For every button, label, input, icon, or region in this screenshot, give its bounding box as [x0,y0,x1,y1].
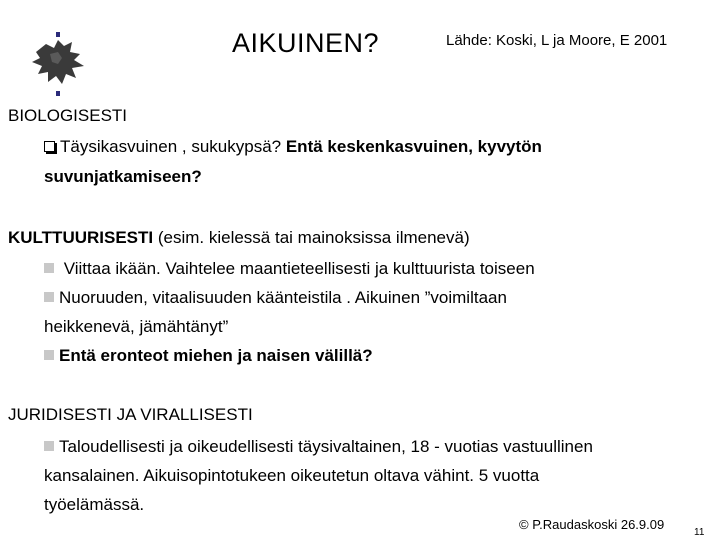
legal-item-1 [44,434,593,460]
culture-item-3-text: Entä eronteot miehen ja naisen välillä? [59,346,373,365]
culture-heading-bold: KULTTUURISESTI [8,228,154,247]
culture-item-3 [44,343,373,369]
culture-item-1 [44,256,535,282]
slide-title [232,28,379,59]
culture-item-2-text: Nuoruuden, vitaalisuuden käänteistila . Aikuinen ”voimiltaan [59,288,507,307]
source-citation: Lähde: Koski, L ja Moore, E 2001 [446,32,668,49]
legal-item-1-continuation-1: kansalainen. Aikuisopintotukeen oikeutetun oltava vähint. 5 vuotta [44,466,540,485]
square-bullet-icon [44,350,54,360]
bio-item-1 [44,134,542,160]
square-bullet-icon [44,292,54,302]
section-heading-legal: JURIDISESTI JA VIRALLISESTI [8,405,253,424]
page-number: 11 [694,527,705,538]
section-heading-culture [8,228,470,248]
culture-item-2-continuation: heikkenevä, jämähtänyt” [44,317,229,336]
bio-item-1-text: Täysikasvuinen , sukukypsä? [60,137,286,156]
footer-copyright: © P.Raudaskoski 26.9.09 [519,517,665,532]
culture-item-2 [44,285,507,311]
culture-heading-rest: (esim. kielessä tai mainoksissa ilmenevä) [153,228,470,247]
square-bullet-icon [44,441,54,451]
legal-item-1-text: Taloudellisesti ja oikeudellisesti täysivaltainen, 18 - vuotias vastuullinen [59,437,593,456]
culture-item-1-text: Viittaa ikään. Vaihtelee maantieteellisesti ja kulttuurista toiseen [59,259,535,278]
university-logo [28,30,90,100]
square-bullet-icon [44,263,54,273]
section-heading-biology: BIOLOGISESTI [8,106,128,125]
bio-item-1-bold-text: Entä keskenkasvuinen, kyvytön [285,137,542,156]
slide-title-punct: ? [363,28,380,58]
legal-item-1-continuation-2: työelämässä. [44,495,145,514]
checkbox-bullet-icon [44,141,55,152]
bio-item-1-continuation: suvunjatkamiseen? [44,167,202,186]
slide-title-text: AIKUINEN [232,28,364,58]
